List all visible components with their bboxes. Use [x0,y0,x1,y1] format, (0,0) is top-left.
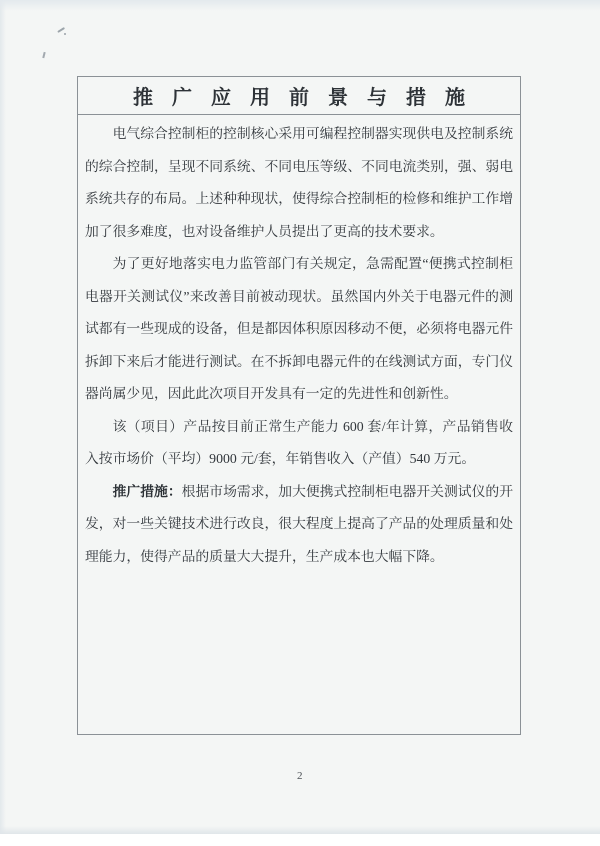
section-title: 推 广 应 用 前 景 与 措 施 [78,77,520,115]
document-body [78,115,520,573]
paragraph [85,476,513,574]
scan-edge-bottom [0,834,600,846]
paragraph: 电气综合控制柜的控制核心采用可编程控制器实现供电及控制系统的综合控制，呈现不同系统、不同电压等级、不同电流类别，强、弱电系统共存的布局。上述种种现状，使得综合控制柜的检修和维护工作增加了很多难度，也对设备维护人员提出了更高的技术要求。 [85,126,513,239]
paragraph-lead: 推广措施： [112,483,182,499]
page-number: 2 [297,770,303,782]
paragraph: 该（项目）产品按目前正常生产能力 600 套/年计算，产品销售收入按市场价（平均）9000 元/套，年销售收入（产值）540 万元。 [85,418,513,466]
scan-speck [64,33,66,35]
paragraph-text: 根据市场需求，加大便携式控制柜电器开关测试仪的开发，对一些关键技术进行改良，很大程度上提高了产品的处理质量和处理能力，使得产品的质量大大提升，生产成本也大幅下降。 [85,483,514,564]
paragraph: 为了更好地落实电力监管部门有关规定，急需配置“便携式控制柜电器开关测试仪”来改善目前被动现状。虽然国内外关于电器元件的测试都有一些现成的设备，但是都因体积原因移动不便，必须将电器元件拆卸下来后才能进行测试。在不拆卸电器元件的在线测试方面，专门仪器尚属少见，因此此次项目开发具有一定的先进性和创新性。 [85,256,513,401]
content-box [77,76,521,735]
